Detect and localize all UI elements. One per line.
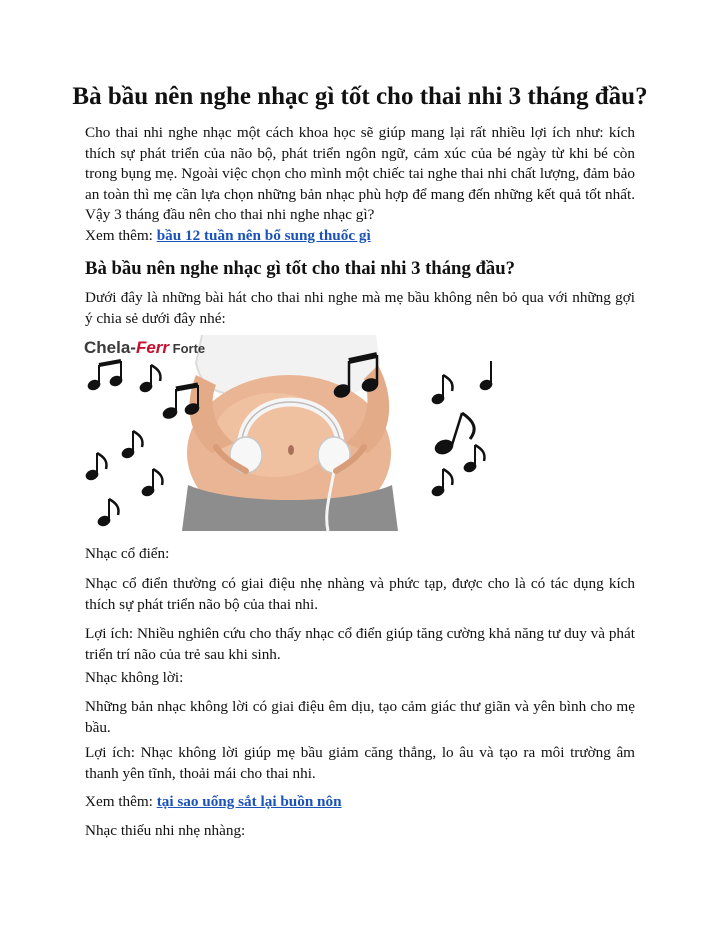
music-note-icon xyxy=(87,361,123,391)
music-note-icon xyxy=(121,431,143,459)
see-also-1-prefix: Xem thêm: xyxy=(85,227,157,244)
classical-benefit: Lợi ích: Nhiều nghiên cứu cho thấy nhạc cổ điển giúp tăng cường khả năng tư duy và phát triển trí não của trẻ sau khi sinh. xyxy=(85,625,635,663)
section-heading: Bà bầu nên nghe nhạc gì tốt cho thai nhi 3 tháng đầu? xyxy=(85,258,515,279)
intro-paragraph: Cho thai nhi nghe nhạc một cách khoa học sẽ giúp mang lại rất nhiều lợi ích như: kích thích sự phát triển của não bộ, phát triển ngôn ngữ, cảm xúc của bé ngày từ khi bé còn trong bụng mẹ. Ngoài việc chọn cho mình một chiếc tai nghe thai nhi chất lượng, đảm bảo an toàn thì mẹ cần lựa chọn những bản nhạc phù hợp để mang đến những kết quả tốt nhất. Vậy 3 tháng đầu nên cho thai nhi nghe nhạc gì? xyxy=(85,124,635,223)
classical-label: Nhạc cổ điển: xyxy=(85,545,170,562)
article-image xyxy=(84,335,498,531)
list-intro-paragraph: Dưới đây là những bài hát cho thai nhi nghe mà mẹ bầu không nên bỏ qua với những gợi ý chia sẻ dưới đây nhé: xyxy=(85,289,635,327)
see-also-2-link[interactable]: tại sao uống sắt lại buồn nôn xyxy=(156,793,342,810)
instrumental-description: Những bản nhạc không lời có giai điệu êm dịu, tạo cảm giác thư giãn và yên bình cho mẹ bầu. xyxy=(85,698,635,736)
music-note-icon xyxy=(139,365,161,393)
see-also-2 xyxy=(85,792,635,813)
music-note-icon xyxy=(431,469,453,497)
music-note-icon xyxy=(463,445,485,473)
music-note-icon xyxy=(141,469,163,497)
see-also-1-link[interactable]: bầu 12 tuần nên bổ sung thuốc gì xyxy=(156,227,371,244)
logo-text: Chela-Ferr Forte xyxy=(84,338,206,357)
instrumental-label: Nhạc không lời: xyxy=(85,669,184,686)
music-note-icon xyxy=(431,375,453,405)
music-note-icon xyxy=(479,361,493,391)
music-note-icon xyxy=(433,413,474,456)
navel-shape xyxy=(288,445,294,455)
music-note-icon xyxy=(97,499,119,527)
music-note-icon xyxy=(85,453,107,481)
instrumental-benefit: Lợi ích: Nhạc không lời giúp mẹ bầu giảm căng thẳng, lo âu và tạo ra môi trường âm thanh yên tĩnh, thoải mái cho thai nhi. xyxy=(85,744,635,782)
see-also-2-prefix: Xem thêm: xyxy=(85,793,157,810)
lullaby-label: Nhạc thiếu nhi nhẹ nhàng: xyxy=(85,822,246,839)
see-also-1 xyxy=(85,226,635,247)
pregnant-headphones-illustration xyxy=(84,335,498,531)
page-title: Bà bầu nên nghe nhạc gì tốt cho thai nhi 3 tháng đầu? xyxy=(72,83,648,110)
classical-description: Nhạc cổ điển thường có giai điệu nhẹ nhàng và phức tạp, được cho là có tác dụng kích thích sự phát triển não bộ của thai nhi. xyxy=(85,575,635,613)
